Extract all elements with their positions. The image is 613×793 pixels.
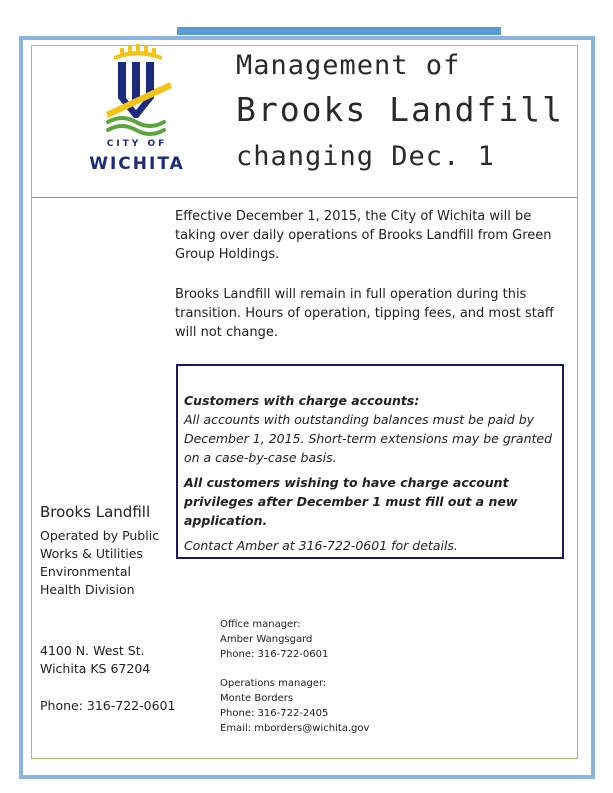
operations-manager-phone: Phone: 316-722-2405: [220, 708, 329, 719]
city-of-wichita-logo: [82, 42, 192, 182]
sidebar-operator: Operated by Public Works & Utilities Environmental Health Division: [40, 528, 160, 597]
operations-manager-contact: [220, 676, 369, 736]
office-manager-phone: Phone: 316-722-0601: [220, 649, 329, 660]
notice-heading: Customers with charge accounts:: [184, 393, 420, 408]
wichita-flag-icon: [82, 42, 192, 142]
logo-city-of-text: CITY OF: [106, 139, 168, 149]
top-accent-bar: [177, 27, 501, 35]
notice-body: All accounts with outstanding balances must be paid by December 1, 2015. Short-term extensions may be granted on a case-by-case basis.: [184, 412, 553, 465]
header-divider: [32, 197, 577, 198]
page-title-line1: Management of: [236, 50, 461, 81]
page-title-line3: changing Dec. 1: [236, 141, 495, 172]
charge-accounts-notice: [176, 364, 564, 559]
sidebar-phone: Phone: 316-722-0601: [40, 698, 176, 713]
office-manager-contact: [220, 617, 328, 662]
sidebar-address-line1: 4100 N. West St.: [40, 643, 145, 658]
notice-emphasis: All customers wishing to have charge account privileges after December 1 must fill out a new application.: [184, 475, 518, 528]
notice-contact: Contact Amber at 316-722-0601 for details.: [184, 538, 458, 553]
operations-manager-email[interactable]: Email: mborders@wichita.gov: [220, 723, 370, 734]
operations-manager-role: Operations manager:: [220, 678, 327, 689]
page-title-line2: Brooks Landfill: [236, 90, 565, 129]
operations-paragraph: Brooks Landfill will remain in full operation during this transition. Hours of operation, tipping fees, and most staff will not change.: [175, 287, 554, 340]
office-manager-name: Amber Wangsgard: [220, 634, 313, 645]
operations-manager-name: Monte Borders: [220, 693, 294, 704]
office-manager-role: Office manager:: [220, 619, 301, 630]
logo-wichita-text: WICHITA: [89, 154, 185, 174]
sidebar-address-line2: Wichita KS 67204: [40, 661, 151, 676]
sidebar-facility-name: Brooks Landfill: [40, 503, 151, 521]
intro-paragraph: Effective December 1, 2015, the City of Wichita will be taking over daily operations of Brooks Landfill from Green Group Holdings.: [175, 209, 552, 262]
